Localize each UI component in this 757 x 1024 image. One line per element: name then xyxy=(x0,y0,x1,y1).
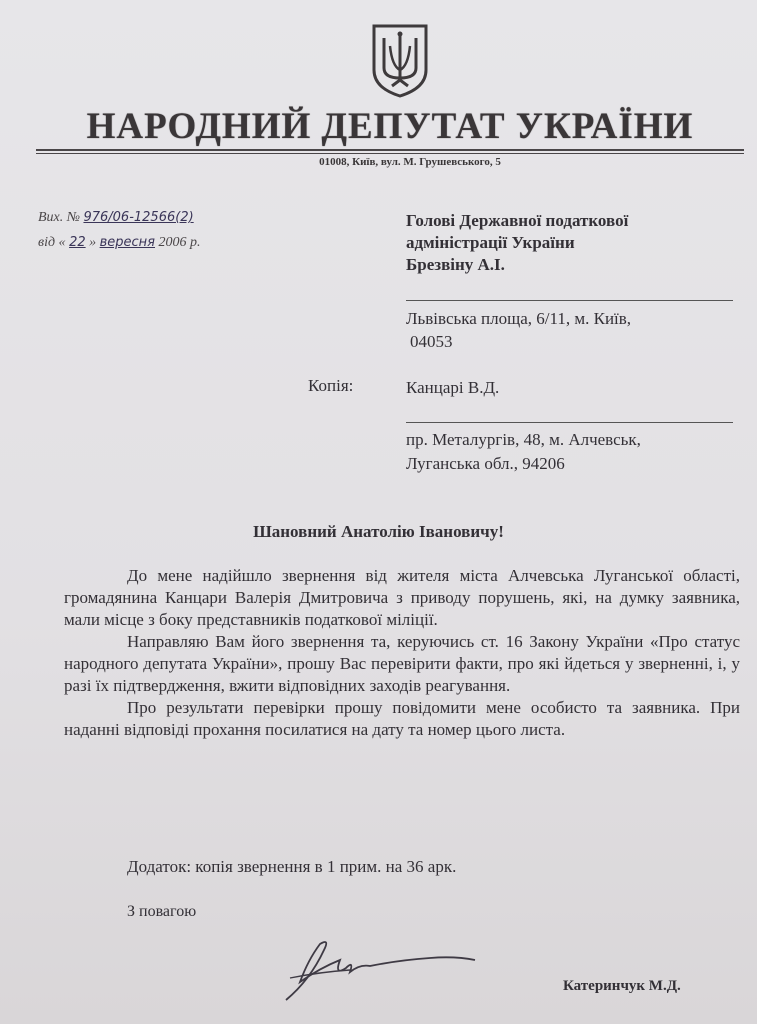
body-paragraph-2: Направляю Вам його звернення та, керуючись ст. 16 Закону України «Про статус народного депутата України», прошу Вас перевірити факти, про які йдеться у зверненні, і, у разі їх підтвердження, вжити відповідних заходів реагування. xyxy=(64,632,740,695)
recipient-block xyxy=(406,210,726,276)
recipient-address-1: Львівська площа, 6/11, м. Київ, xyxy=(406,309,632,328)
recipient-divider xyxy=(406,300,733,301)
letterhead-address: 01008, Київ, вул. М. Грушевського, 5 xyxy=(319,156,501,168)
signer-name: Катеринчук М.Д. xyxy=(563,978,681,994)
attachment-note: Додаток: копія звернення в 1 прим. на 36 арк. xyxy=(127,857,457,876)
recipient-line-3: Брезвіну А.І. xyxy=(406,255,505,274)
copy-address-2: Луганська обл., 94206 xyxy=(406,454,565,473)
body-paragraph-3: Про результати перевірки прошу повідомити мене особисто та заявника. При наданні відповіді прохання посилатися на дату та номер цього листа. xyxy=(64,698,740,739)
outgoing-number-label: Вих. № xyxy=(38,210,80,225)
letterhead-rule-thin xyxy=(36,153,744,154)
date-day: 22 xyxy=(69,235,86,250)
body-paragraph-1: До мене надійшло звернення від жителя міста Алчевська Луганської області, громадянина Канцари Валерія Дмитровича з приводу порушень, які, на думку заявника, мали місце з боку представників податкової міліції. xyxy=(64,566,740,629)
date-month: вересня xyxy=(99,235,155,250)
recipient-line-2: адміністрації України xyxy=(406,233,575,252)
letterhead-rule xyxy=(36,149,744,151)
date-prefix: від « xyxy=(38,235,66,250)
copy-label: Копія: xyxy=(308,376,354,395)
salutation: Шановний Анатолію Івановичу! xyxy=(253,522,504,541)
outgoing-number xyxy=(38,210,194,226)
letterhead-title: НАРОДНИЙ ДЕПУТАТ УКРАЇНИ xyxy=(86,106,694,147)
trident-emblem-icon xyxy=(370,22,430,98)
recipient-address-2: 04053 xyxy=(410,332,453,351)
letter-body xyxy=(64,565,740,741)
copy-divider xyxy=(406,422,733,423)
copy-recipient-name: Канцарі В.Д. xyxy=(406,378,500,397)
recipient-line-1: Голові Державної податкової xyxy=(406,211,629,230)
outgoing-number-value: 976/06-12566(2) xyxy=(83,210,194,225)
copy-address-1: пр. Металургів, 48, м. Алчевськ, xyxy=(406,430,641,449)
closing-regards: З повагою xyxy=(127,903,197,920)
date-year: 2006 р. xyxy=(158,235,201,250)
handwritten-signature xyxy=(280,920,480,1010)
letter-date xyxy=(38,235,201,251)
date-mid: » xyxy=(89,235,97,250)
